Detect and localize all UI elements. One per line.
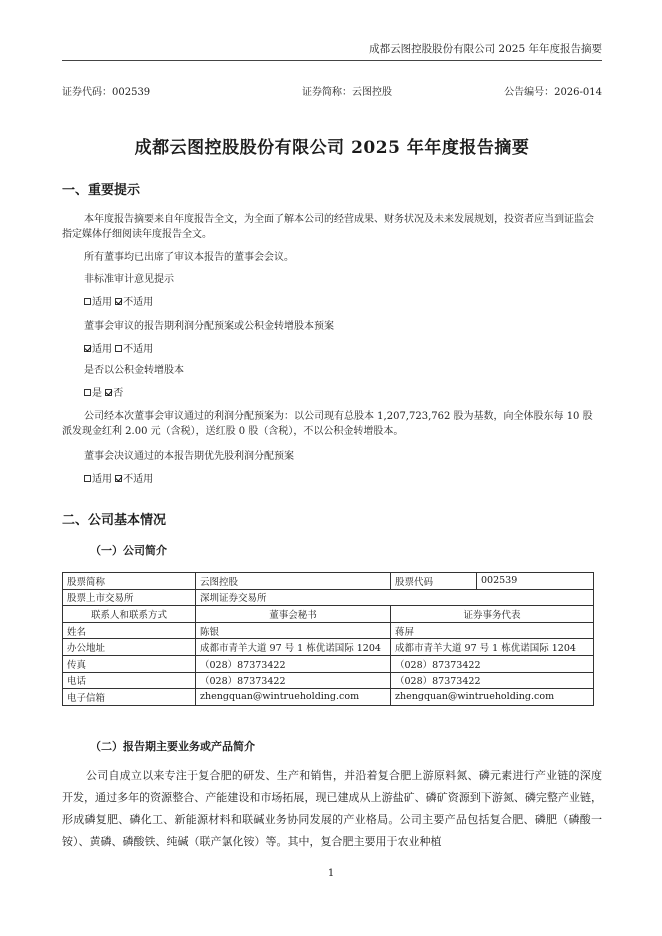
table-row (63, 689, 594, 706)
company-profile-table (62, 572, 594, 706)
table-cell: （028）87373422 (391, 655, 594, 672)
audit-opinion-options (84, 296, 153, 310)
table-header-cell: 证券事务代表 (391, 606, 594, 623)
preferred-dividend-label: 董事会决议通过的本报告期优先股利润分配预案 (84, 451, 294, 462)
table-cell: 股票代码 (391, 573, 477, 590)
checkbox-checked-icon (105, 389, 112, 396)
profit-plan-label: 董事会审议的报告期利润分配预案或公积金转增股本预案 (84, 321, 334, 332)
option-applicable: 适用 (92, 297, 112, 308)
table-cell: 股票上市交易所 (63, 589, 196, 606)
capital-reserve-label: 是否以公积金转增股本 (84, 365, 184, 376)
checkbox-unchecked-icon (115, 345, 122, 352)
table-cell: 002539 (477, 573, 594, 590)
option-not-applicable: 不适用 (123, 344, 154, 355)
table-row (63, 655, 594, 672)
table-cell: zhengquan@wintrueholding.com (391, 689, 594, 706)
table-cell: 云图控股 (196, 573, 391, 590)
table-row (63, 573, 594, 590)
notice-number: 公告编号：2026-014 (504, 87, 602, 98)
table-row (63, 606, 594, 623)
dividend-plan-paragraph: 公司经本次董事会审议通过的利润分配预案为：以公司现有总股本 1,207,723,762 股为基数，向全体股东每 10 股派发现金红利 2.00 元（含税），送红股 0 股（含税），不以公积金转增股本。 (62, 411, 593, 437)
profit-plan-options (84, 343, 153, 357)
table-header-cell: 董事会秘书 (196, 606, 391, 623)
table-cell: 深圳证券交易所 (196, 589, 594, 606)
option-not-applicable: 不适用 (123, 474, 154, 485)
checkbox-unchecked-icon (84, 298, 91, 305)
running-header: 成都云图控股股份有限公司 2025 年年度报告摘要 (62, 41, 602, 61)
table-cell: 成都市青羊大道 97 号 1 栋优诺国际 1204 (391, 639, 594, 656)
intro-paragraph: 本年度报告摘要来自年度报告全文，为全面了解本公司的经营成果、财务状况及未来发展规划，投资者应当到证监会指定媒体仔细阅读年度报告全文。 (62, 214, 594, 240)
capital-reserve-options (84, 387, 123, 401)
subsection-main-business: （二）报告期主要业务或产品简介 (90, 740, 255, 753)
option-applicable: 适用 (92, 474, 112, 485)
option-not-applicable: 不适用 (123, 297, 154, 308)
table-cell: 成都市青羊大道 97 号 1 栋优诺国际 1204 (196, 639, 391, 656)
board-attendance-line: 所有董事均已出席了审议本报告的董事会会议。 (84, 252, 294, 263)
checkbox-checked-icon (84, 345, 91, 352)
table-row (63, 589, 594, 606)
table-cell: 电话 (63, 672, 196, 689)
table-cell: 陈银 (196, 622, 391, 639)
table-row (63, 672, 594, 689)
subsection-company-profile: （一）公司简介 (90, 544, 167, 557)
checkbox-checked-icon (115, 298, 122, 305)
option-applicable: 适用 (92, 344, 112, 355)
table-cell: 电子信箱 (63, 689, 196, 706)
table-cell: 蒋屏 (391, 622, 594, 639)
table-header-cell: 联系人和联系方式 (63, 606, 196, 623)
document-meta-row (62, 83, 602, 97)
business-description-paragraph: 公司自成立以来专注于复合肥的研发、生产和销售，并沿着复合肥上游原料氮、磷元素进行产业链的深度开发，通过多年的资源整合、产能建设和市场拓展，现已建成从上游盐矿、磷矿资源到下游氮、磷完整产业链，形成磷复肥、磷化工、新能源材料和联碱业务协同发展的产业格局。公司主要产品包括复合肥、磷肥（磷酸一铵）、黄磷、磷酸铁、纯碱（联产氯化铵）等。其中，复合肥主要用于农业种植 (62, 769, 602, 848)
option-no: 否 (113, 388, 124, 399)
table-row (63, 639, 594, 656)
table-cell: （028）87373422 (196, 655, 391, 672)
section-heading-important-notes: 一、重要提示 (62, 183, 141, 198)
section-heading-company-basics: 二、公司基本情况 (62, 513, 167, 528)
table-cell: 传真 (63, 655, 196, 672)
table-cell: zhengquan@wintrueholding.com (196, 689, 391, 706)
checkbox-unchecked-icon (84, 475, 91, 482)
table-cell: （028）87373422 (196, 672, 391, 689)
audit-opinion-label: 非标准审计意见提示 (84, 274, 174, 285)
stock-code: 证券代码：002539 (62, 87, 151, 98)
table-row (63, 622, 594, 639)
checkbox-checked-icon (115, 475, 122, 482)
table-cell: （028）87373422 (391, 672, 594, 689)
checkbox-unchecked-icon (84, 389, 91, 396)
option-yes: 是 (92, 388, 102, 399)
preferred-dividend-options (84, 473, 153, 487)
table-cell: 姓名 (63, 622, 196, 639)
table-cell: 办公地址 (63, 639, 196, 656)
table-cell: 股票简称 (63, 573, 196, 590)
document-title: 成都云图控股股份有限公司 2025 年年度报告摘要 (134, 138, 530, 158)
stock-abbreviation: 证券简称：云图控股 (302, 87, 392, 98)
page-number: 1 (327, 868, 335, 879)
